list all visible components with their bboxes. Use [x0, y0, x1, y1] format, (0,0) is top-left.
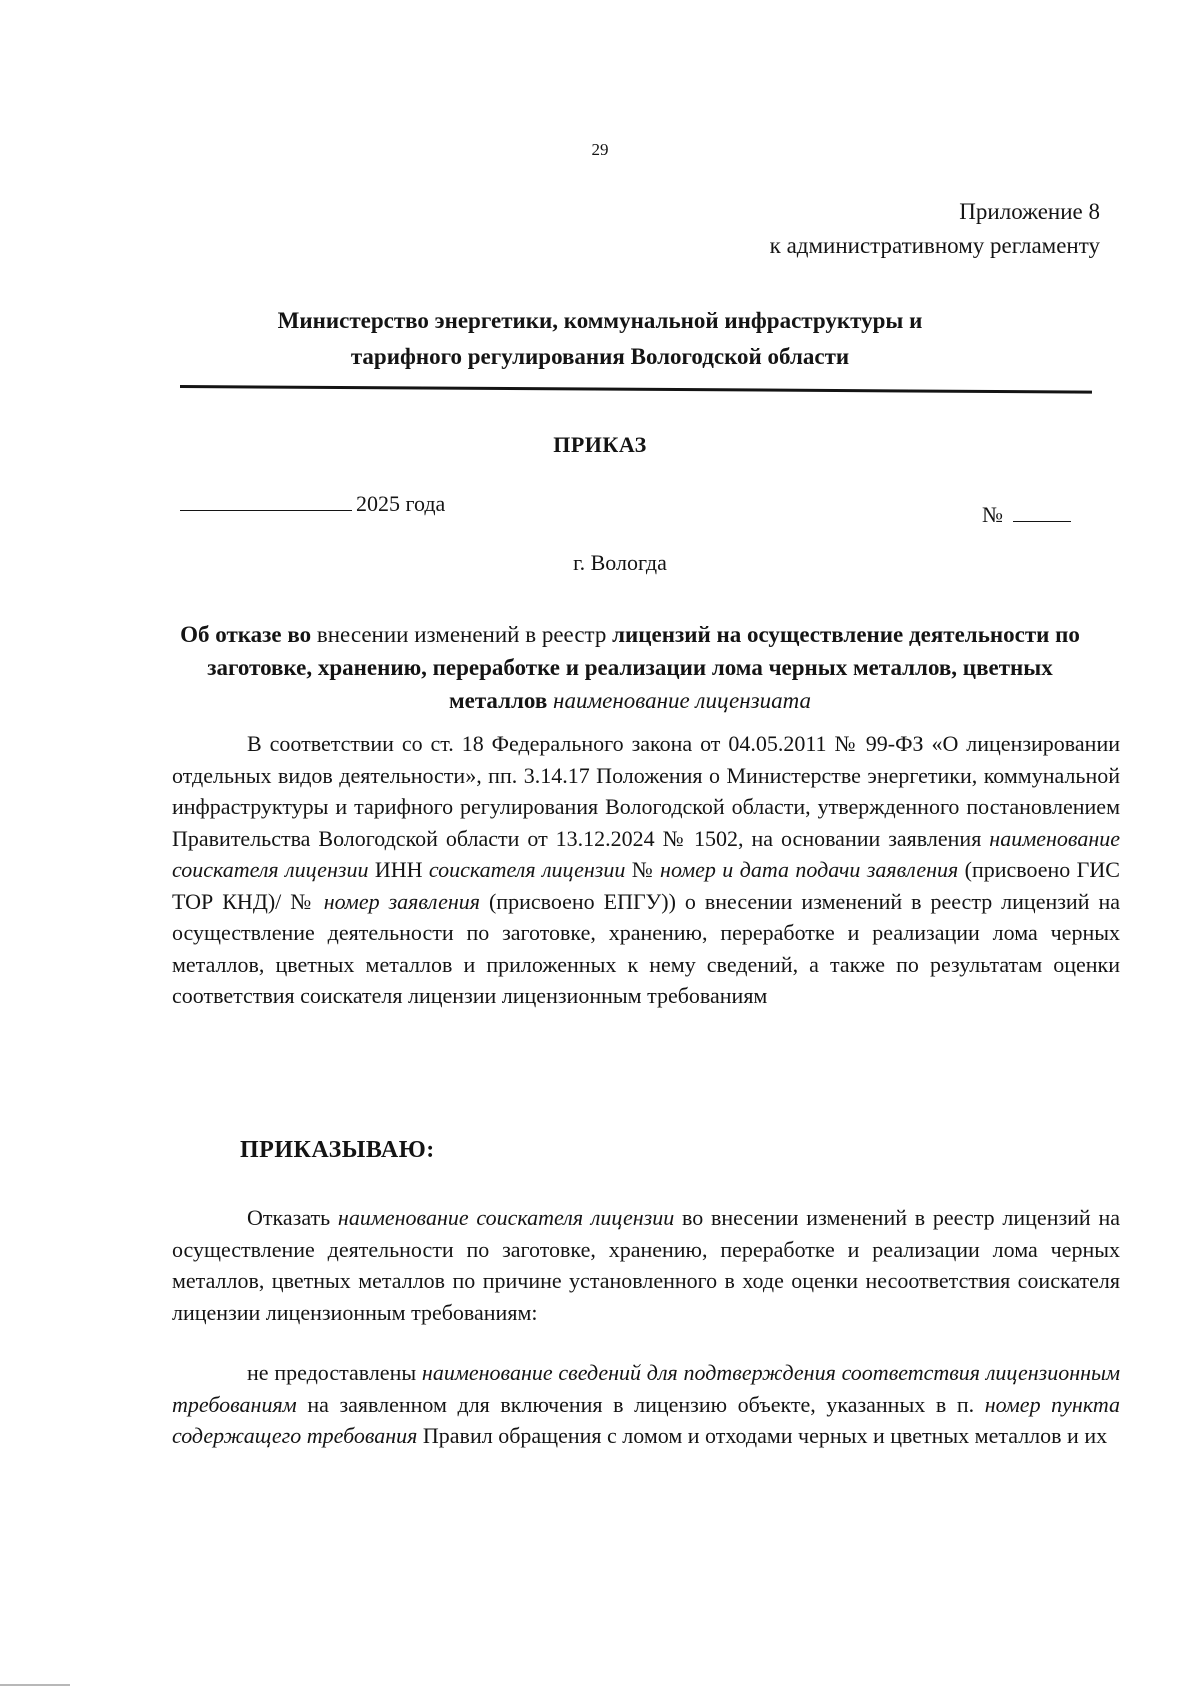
date-line: [180, 490, 445, 517]
number-blank: [1013, 503, 1071, 522]
application-number-date-placeholder: номер и дата подачи заявления: [660, 857, 959, 882]
preamble-text-1: В соответствии со ст. 18 Федерального закона от 04.05.2011 № 99-ФЗ «О лицензировании отдельных видов деятельности», пп. 3.14.17 Положения о Министерстве энергетики, коммунальной инфраструктуры и тарифного регулирования Вологодской области, утвержденного постановлением Правительства Вологодской области от 13.12.2024 № 1502, на основании заявления: [172, 731, 1120, 851]
document-title: [180, 618, 1080, 717]
applicant-inn-placeholder: соискателя лицензии: [428, 857, 626, 882]
preamble-text-4: (присвоено ГИС ТОР КНД)/ №: [172, 857, 1120, 914]
appendix-line-1: Приложение 8: [959, 199, 1100, 224]
number-sign: №: [982, 502, 1003, 527]
reason-text-2: на заявленном для включения в лицензию объекте, указанных в п.: [296, 1391, 985, 1417]
order-applicant-placeholder: наименование соискателя лицензии: [337, 1205, 675, 1230]
order-text-1: Отказать: [247, 1205, 338, 1230]
title-normal-1: внесении изменений в реестр: [311, 622, 613, 647]
order-heading: ПРИКАЗЫВАЮ:: [240, 1137, 435, 1163]
preamble-paragraph: [172, 728, 1120, 1012]
ministry-line-2: тарифного регулирования Вологодской области: [350, 344, 850, 369]
applicant-name-placeholder: наименование соискателя лицензии: [172, 825, 1120, 882]
document-type: ПРИКАЗ: [553, 432, 647, 457]
reason-text-3: Правил обращения с ломом и отходами черных и цветных металлов и их: [417, 1423, 1108, 1448]
city: г. Вологда: [573, 550, 667, 575]
page-number: 29: [591, 140, 609, 159]
application-number-placeholder: номер заявления: [323, 888, 480, 914]
preamble-text-2: ИНН: [368, 857, 429, 882]
appendix-line-2: к административному регламенту: [769, 233, 1100, 258]
preamble-text-3: №: [625, 857, 661, 882]
scan-artifact: [0, 1684, 70, 1686]
appendix-header: [770, 195, 1100, 263]
ministry-line-1: Министерство энергетики, коммунальной инфраструктуры и: [277, 308, 923, 333]
preamble-text-5: (присвоено ЕПГУ)) о внесении изменений в реестр лицензий на осуществление деятельности по заготовке, хранению, переработке и реализации лома черных металлов, цветных металлов и приложенных к нему сведений, а также по результатам оценки соответствия соискателя лицензии лицензионным требованиям: [172, 888, 1120, 1008]
date-year: 2025 года: [356, 491, 446, 516]
info-name-placeholder: наименование сведений для подтверждения соответствия лицензионным требованиям: [172, 1360, 1120, 1417]
title-bold-2: лицензий на осуществление деятельности по заготовке, хранению, переработке и реализации лома черных металлов, цветных металлов: [207, 622, 1080, 713]
number-line: [982, 502, 1071, 528]
reason-text-1: не предоставлены: [247, 1360, 422, 1385]
title-licensee-placeholder: наименование лицензиата: [547, 688, 812, 713]
order-paragraph: [172, 1202, 1120, 1328]
title-bold-1: Об отказе во: [180, 622, 312, 647]
header-divider: [180, 385, 1092, 394]
order-text-2: во внесении изменений в реестр лицензий на осуществление деятельности по заготовке, хранению, переработке и реализации лома черных металлов, цветных металлов по причине установленного в ходе оценки несоответствия соискателя лицензии лицензионным требованиям:: [172, 1205, 1120, 1325]
ministry-name: [150, 303, 1050, 375]
date-blank: [180, 490, 352, 511]
reason-paragraph: [172, 1357, 1120, 1452]
clause-number-placeholder: номер пункта содержащего требования: [172, 1391, 1120, 1448]
